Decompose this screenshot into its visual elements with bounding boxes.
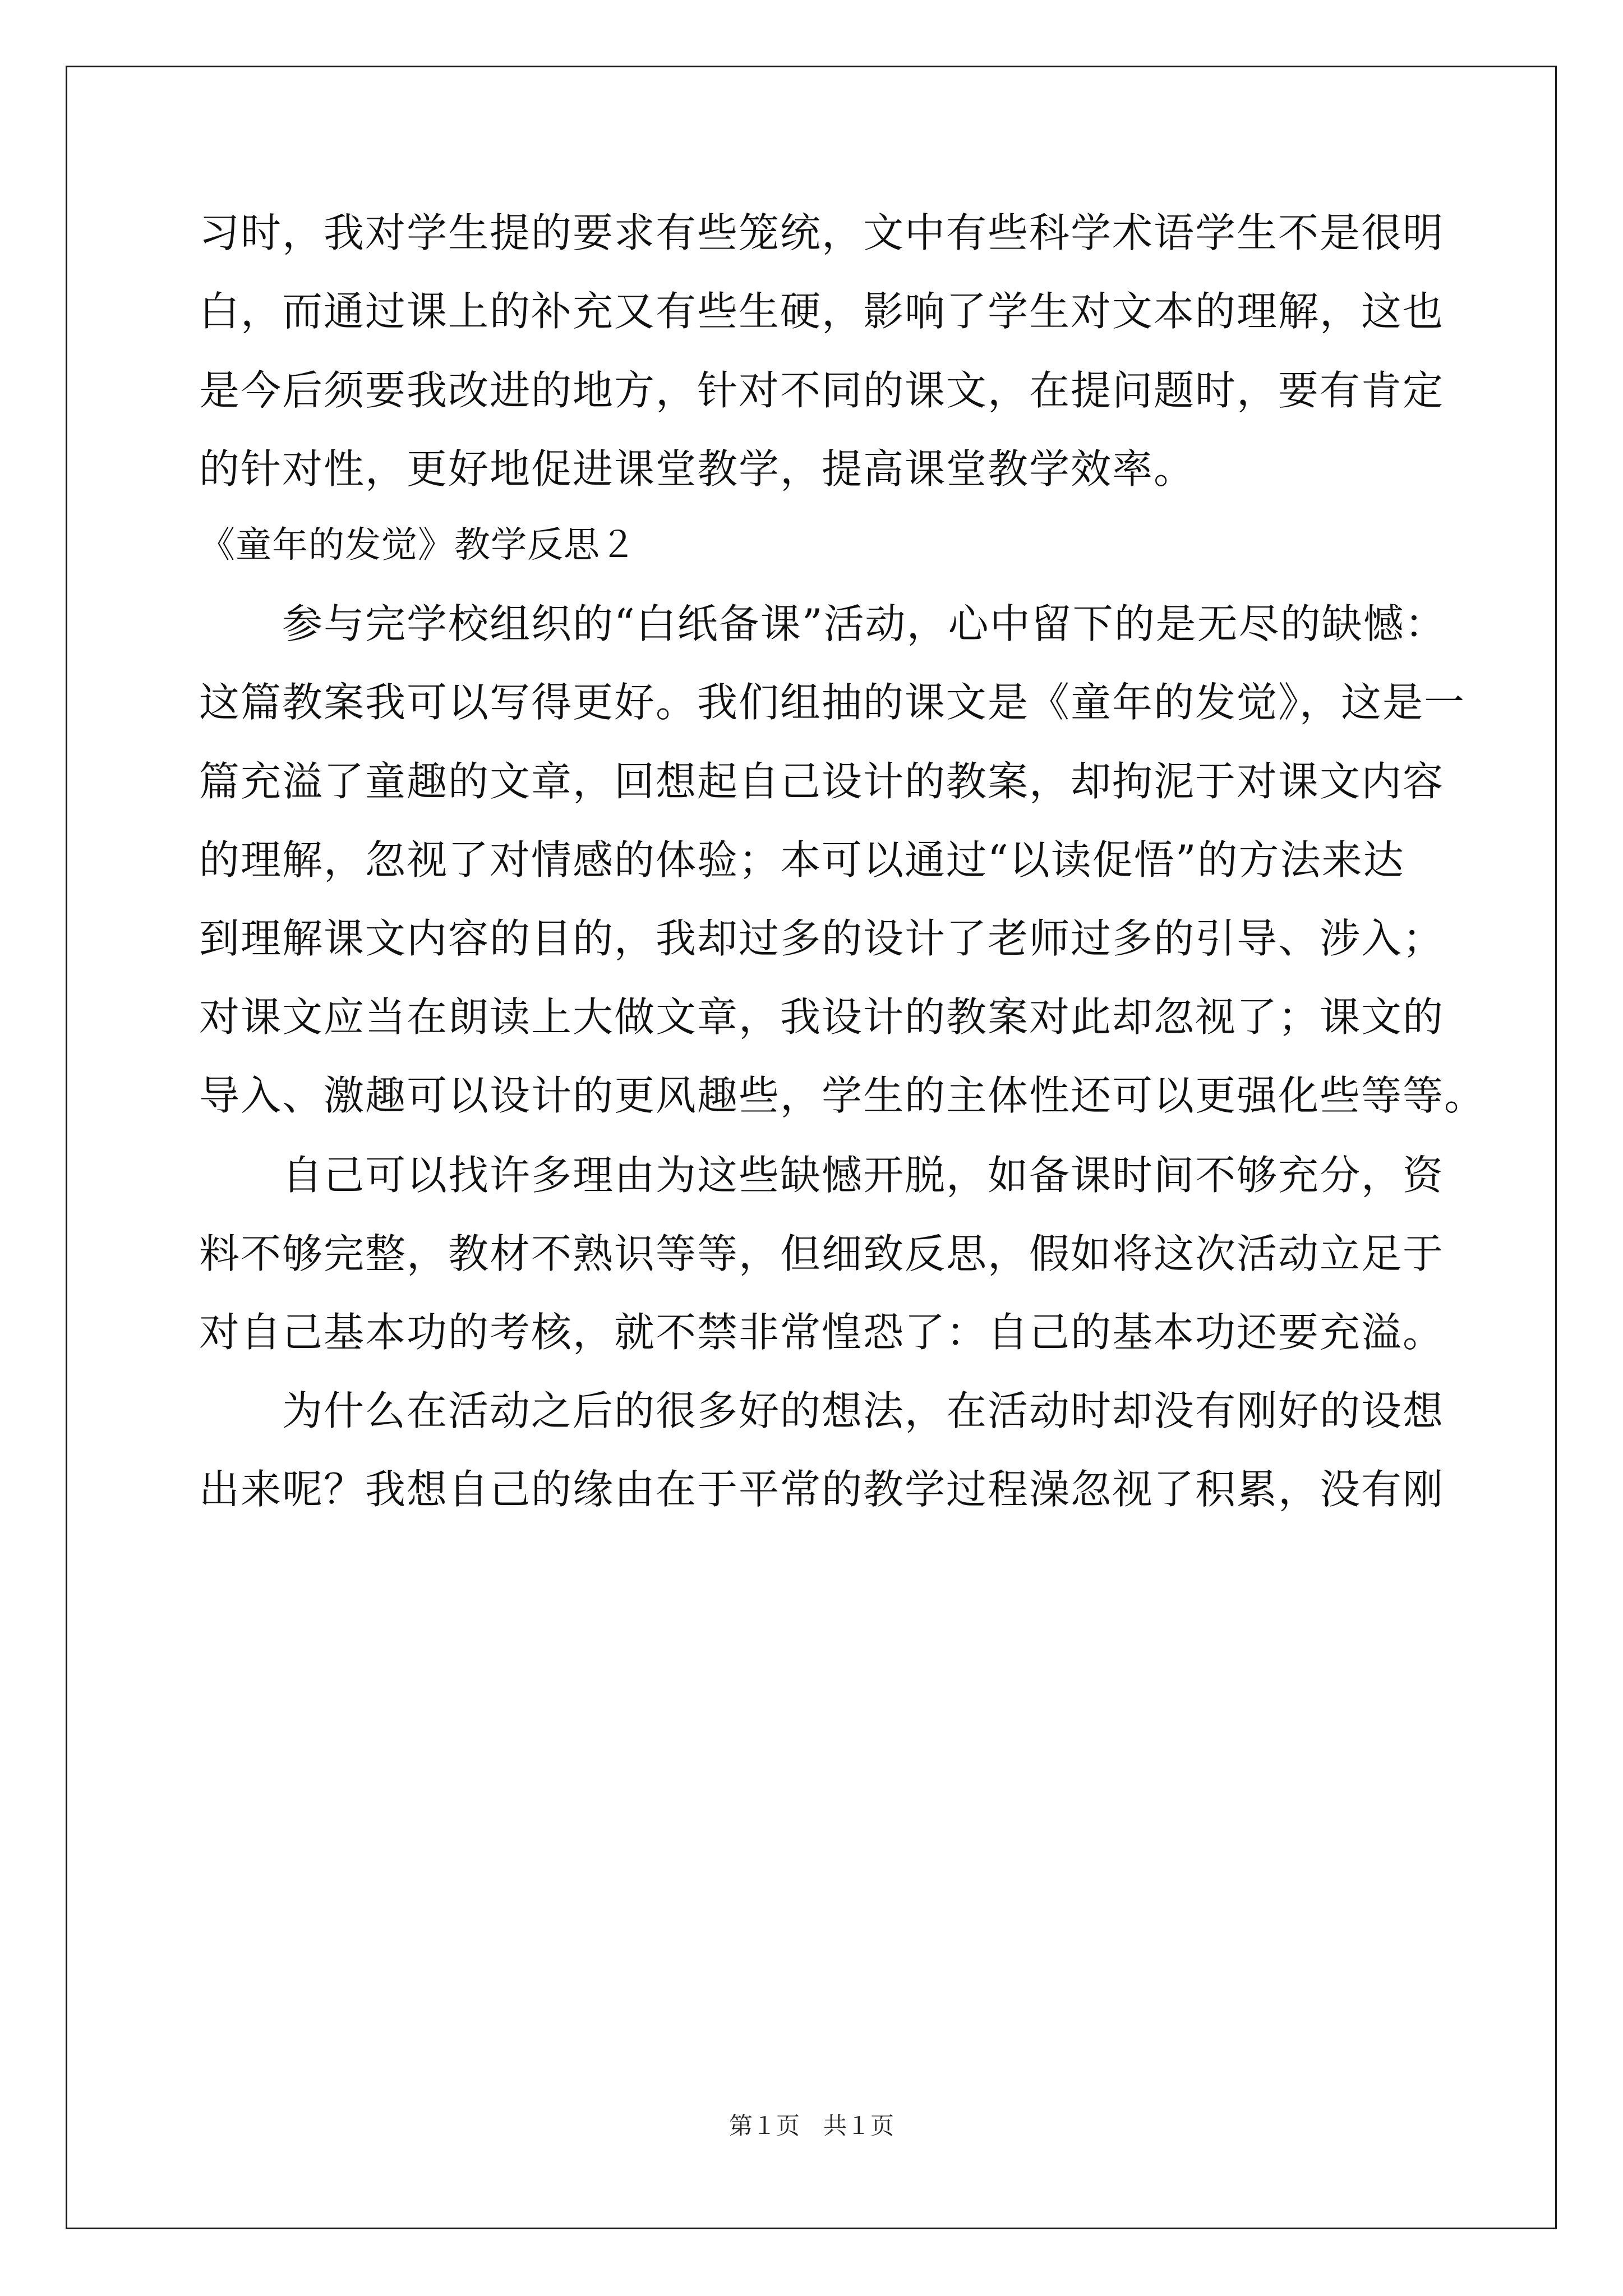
- text-line: 出来呢？我想自己的缘由在于平常的教学过程澡忽视了积累，没有刚: [199, 1466, 1445, 1513]
- page-number-footer: 第１页 共１页: [728, 2112, 894, 2139]
- text-line: 的理解，忽视了对情感的体验；本可以通过“以读促悟”的方法来达: [199, 836, 1405, 884]
- text-line: 到理解课文内容的目的，我却过多的设计了老师过多的引导、涉入；: [199, 915, 1445, 962]
- text-line: 对自己基本功的考核，就不禁非常惶恐了：自己的基本功还要充溢。: [199, 1309, 1445, 1356]
- text-line: 篇充溢了童趣的文章，回想起自己设计的教案，却拘泥于对课文内容: [199, 758, 1445, 805]
- text-line: 这篇教案我可以写得更好。我们组抽的课文是《童年的发觉》，这是一: [199, 679, 1466, 726]
- text-line: 料不够完整，教材不熟识等等，但细致反思，假如将这次活动立足于: [199, 1230, 1445, 1277]
- text-line: 的针对性，更好地促进课堂教学，提高课堂教学效率。: [199, 445, 1196, 493]
- text-line: 习时，我对学生提的要求有些笼统，文中有些科学术语学生不是很明: [199, 209, 1445, 256]
- text-line: 为什么在活动之后的很多好的想法，在活动时却没有刚好的设想: [199, 1387, 1445, 1434]
- text-line: 白，而通过课上的补充又有些生硬，影响了学生对文本的理解，这也: [199, 288, 1445, 335]
- section-heading: 《童年的发觉》教学反思２: [199, 524, 637, 566]
- text-line: 参与完学校组织的“白纸备课”活动，心中留下的是无尽的缺憾：: [199, 600, 1446, 647]
- text-line: 是今后须要我改进的地方，针对不同的课文，在提问题时，要有肯定: [199, 367, 1445, 414]
- text-line: 导入、激趣可以设计的更风趣些，学生的主体性还可以更强化些等等。: [199, 1072, 1486, 1119]
- text-line: 自己可以找许多理由为这些缺憾开脱，如备课时间不够充分，资: [199, 1152, 1445, 1199]
- text-line: 对课文应当在朗读上大做文章，我设计的教案对此却忽视了；课文的: [199, 993, 1445, 1041]
